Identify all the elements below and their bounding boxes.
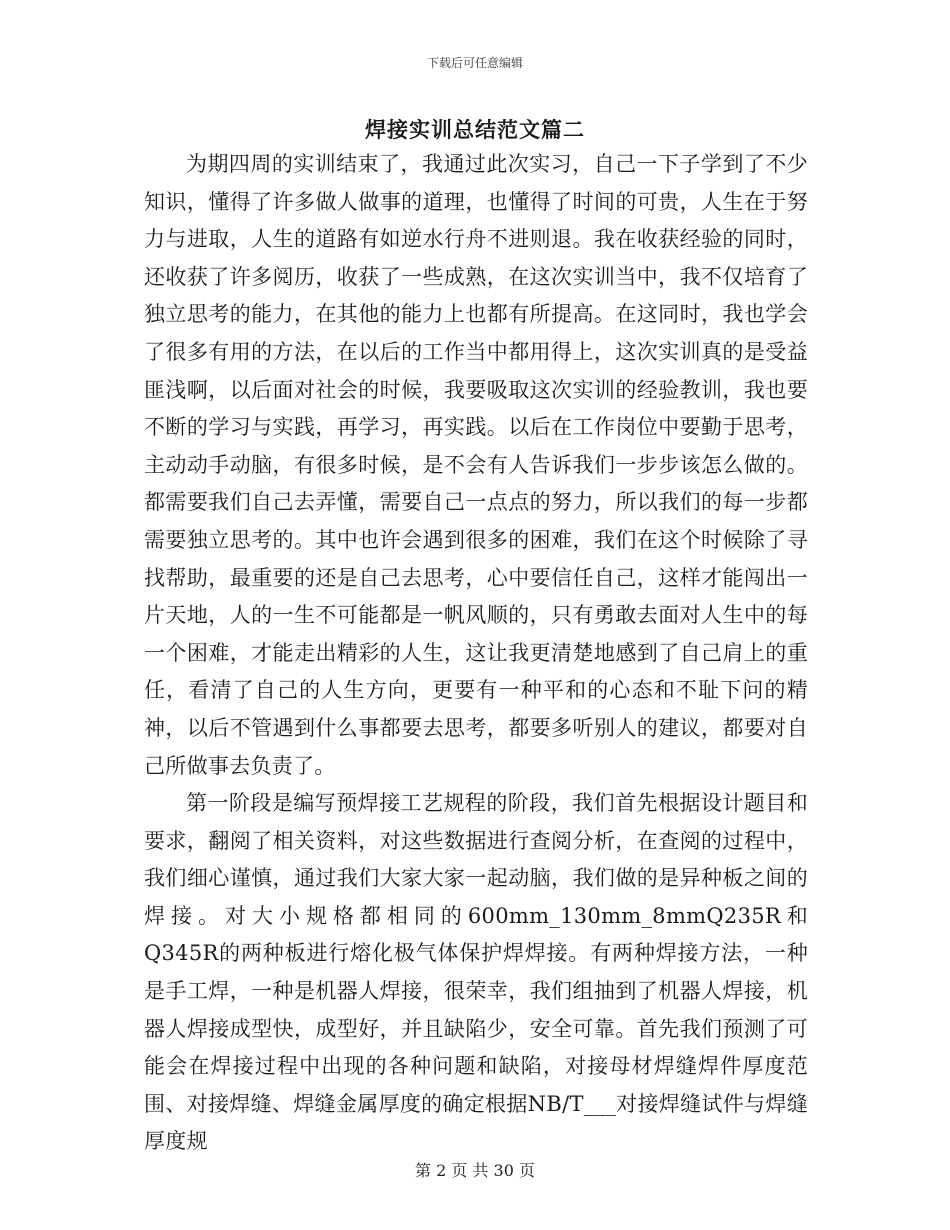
document-body xyxy=(144,146,808,1161)
paragraph-1: 为期四周的实训结束了，我通过此次实习，自己一下子学到了不少知识，懂得了许多做人做事的道理，也懂得了时间的可贵，人生在于努力与进取，人生的道路有如逆水行舟不进则退。我在收获经验的同时，还收获了许多阅历，收获了一些成熟，在这次实训当中，我不仅培育了独立思考的能力，在其他的能力上也都有所提高。在这同时，我也学会了很多有用的方法，在以后的工作当中都用得上，这次实训真的是受益匪浅啊，以后面对社会的时候，我要吸取这次实训的经验教训，我也要不断的学习与实践，再学习，再实践。以后在工作岗位中要勤于思考，主动动手动脑，有很多时候，是不会有人告诉我们一步步该怎么做的。都需要我们自己去弄懂，需要自己一点点的努力，所以我们的每一步都需要独立思考的。其中也许会遇到很多的困难，我们在这个时候除了寻找帮助，最重要的还是自己去思考，心中要信任自己，这样才能闯出一片天地，人的一生不可能都是一帆风顺的，只有勇敢去面对人生中的每一个困难，才能走出精彩的人生，这让我更清楚地感到了自己肩上的重任，看清了自己的人生方向，更要有一种平和的心态和不耻下问的精神，以后不管遇到什么事都要去思考，都要多听别人的建议，都要对自己所做事去负责了。 xyxy=(144,152,808,778)
paragraph-2: 第一阶段是编写预焊接工艺规程的阶段，我们首先根据设计题目和要求，翻阅了相关资料，对这些数据进行查阅分析，在查阅的过程中，我们细心谨慎，通过我们大家大家一起动脑，我们做的是异种板之间的焊接。对大小规格都相同的600mm_130mm_8mmQ235R和Q345R的两种板进行熔化极气体保护焊焊接。有两种焊接方法，一种是手工焊，一种是机器人焊接，很荣幸，我们组抽到了机器人焊接，机器人焊接成型快，成型好，并且缺陷少，安全可靠。首先我们预测了可能会在焊接过程中出现的各种问题和缺陷，对接母材焊缝焊件厚度范围、对接焊缝、焊缝金属厚度的确定根据NB/T___对接焊缝试件与焊缝厚度规 xyxy=(144,791,808,1154)
document-title: 焊接实训总结范文篇二 xyxy=(365,117,585,142)
page-number: 第 2 页 共 30 页 xyxy=(415,1161,535,1180)
page-header-note: 下载后可任意编辑 xyxy=(426,56,523,70)
